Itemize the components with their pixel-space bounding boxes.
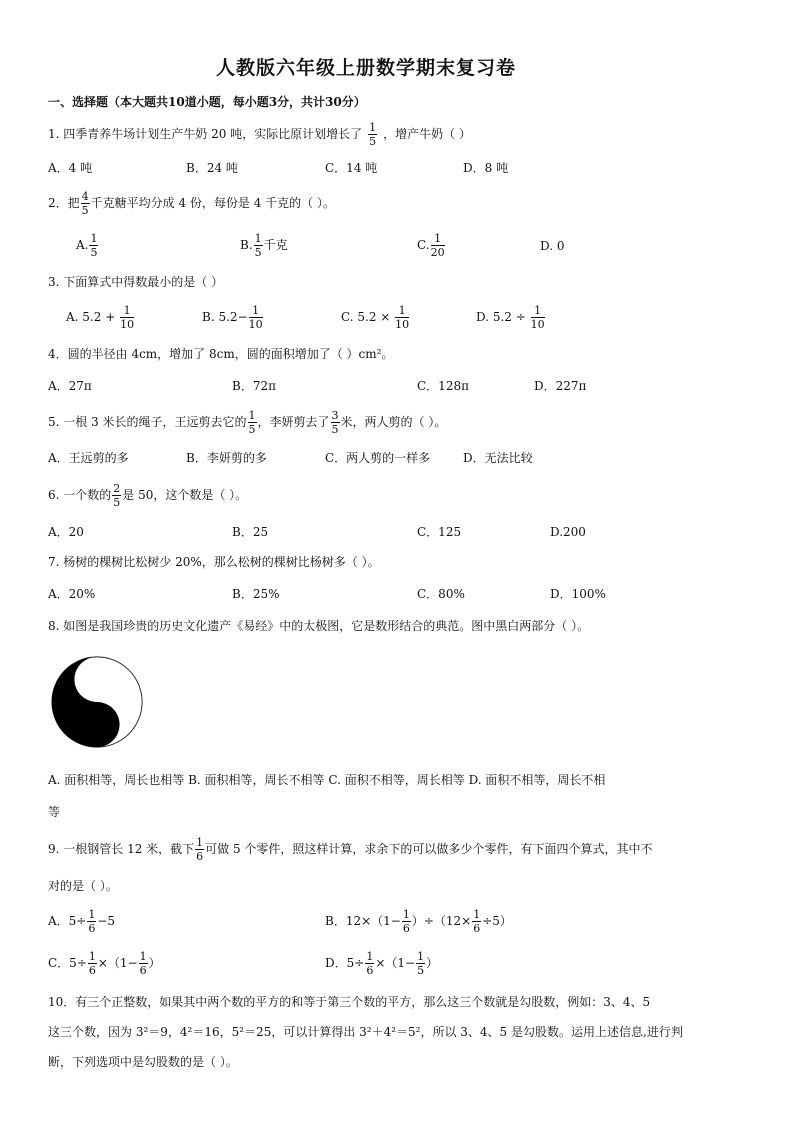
q9-option-d[interactable]: D．5÷ $\frac{1}{6}$ ×（1− $\frac{1}{5}$ ） [325, 950, 439, 977]
question-8: 8. 如图是我国珍贵的历史文化遗产《易经》中的太极图，它是数形结合的典范。图中黑白两部分（ ）。 [48, 619, 590, 633]
question-9: 9. 一根钢管长 12 米，截下 $\frac{1}{6}$ 可做 5 个零件，照这样计算，求余下的可以做多少个零件，有下面四个算式，其中不 [48, 836, 653, 863]
question-5: 5. 一根 3 米长的绳子，王远剪去它的 $\frac{1}{5}$ ，李妍剪去了 $\frac{3}{5}$ 米，两人剪的（ ）。 [48, 409, 447, 436]
q9-option-c[interactable]: C．5÷ $\frac{1}{6}$ ×（1− $\frac{1}{6}$ ） [48, 950, 161, 977]
question-10-line3: 断，下列选项中是勾股数的是（ ）。 [48, 1055, 238, 1069]
q7-option-c[interactable]: C．80% [417, 587, 465, 601]
q3-option-d[interactable]: D. 5.2 ÷ $\frac{1}{10}$ [476, 304, 545, 331]
q9-option-b[interactable]: B．12×（1− $\frac{1}{6}$ ）÷（12× $\frac{1}{6}$ ÷5） [325, 908, 512, 935]
q9-option-a[interactable]: A．5÷ $\frac{1}{6}$ −5 [48, 908, 116, 935]
question-3: 3. 下面算式中得数最小的是（ ） [48, 275, 224, 289]
q5-option-c[interactable]: C．两人剪的一样多 [325, 451, 431, 465]
q2-option-d[interactable]: D. 0 [540, 239, 565, 253]
q7-option-b[interactable]: B．25% [232, 587, 280, 601]
q5-option-a[interactable]: A．王远剪的多 [48, 451, 129, 465]
q4-option-c[interactable]: C．128π [417, 379, 469, 393]
question-10: 10．有三个正整数，如果其中两个数的平方的和等于第三个数的平方，那么这三个数就是勾股数，例如：3、4、5 [48, 995, 651, 1009]
q7-option-d[interactable]: D．100% [550, 587, 606, 601]
q5-option-b[interactable]: B．李妍剪的多 [186, 451, 267, 465]
q6-option-c[interactable]: C．125 [417, 525, 462, 539]
q7-option-a[interactable]: A．20% [48, 587, 96, 601]
q2-option-a[interactable]: A. $\frac{1}{5}$ [76, 232, 98, 259]
q8-options-continued: 等 [48, 805, 61, 819]
q6-option-b[interactable]: B．25 [232, 525, 269, 539]
question-10-line2: 这三个数，因为 3²＝9，4²＝16，5²＝25，可以计算得出 3²＋4²＝5²，所以 3、4、5 是勾股数。运用上述信息,进行判 [48, 1025, 683, 1039]
question-1: 1. 四季青养牛场计划生产牛奶 20 吨，实际比原计划增长了 $\frac{1}{5}$ ，增产牛奶（ ） [48, 121, 471, 148]
question-7: 7. 杨树的棵树比松树少 20%，那么松树的棵树比杨树多（ ）。 [48, 555, 380, 569]
q1-option-a[interactable]: A．4 吨 [48, 161, 93, 175]
taiji-diagram [50, 655, 144, 749]
q4-option-b[interactable]: B．72π [232, 379, 276, 393]
q4-option-a[interactable]: A．27π [48, 379, 92, 393]
q2-option-b[interactable]: B. $\frac{1}{5}$ 千克 [240, 232, 288, 259]
q6-option-a[interactable]: A．20 [48, 525, 84, 539]
q8-options[interactable]: A. 面积相等，周长也相等 B. 面积相等，周长不相等 C. 面积不相等，周长相等 D. 面积不相等，周长不相 [48, 773, 606, 787]
question-9-line2: 对的是（ ）。 [48, 879, 118, 893]
q1-option-d[interactable]: D．8 吨 [463, 161, 509, 175]
section-heading: 一、选择题（本大题共10道小题，每小题3分，共计30分） [48, 95, 366, 109]
q4-option-d[interactable]: D．227π [534, 379, 587, 393]
q2-option-c[interactable]: C. $\frac{1}{20}$ [417, 232, 445, 259]
q5-option-d[interactable]: D．无法比较 [463, 451, 533, 465]
q6-option-d[interactable]: D.200 [550, 525, 586, 539]
page-title: 人教版六年级上册数学期末复习卷 [216, 57, 517, 79]
q1-option-c[interactable]: C．14 吨 [325, 161, 378, 175]
q1-option-b[interactable]: B．24 吨 [186, 161, 238, 175]
question-2: 2．把 $\frac{4}{5}$ 千克糖平均分成 4 份，每份是 4 千克的（ ）。 [48, 190, 335, 217]
question-6: 6. 一个数的 $\frac{2}{5}$ 是 50，这个数是（ ）。 [48, 482, 248, 509]
q3-option-c[interactable]: C. 5.2 × $\frac{1}{10}$ [341, 304, 410, 331]
question-4: 4．圆的半径由 4cm，增加了 8cm，圆的面积增加了（ ）cm²。 [48, 347, 394, 361]
q3-option-a[interactable]: A. 5.2 + $\frac{1}{10}$ [66, 304, 135, 331]
q3-option-b[interactable]: B. 5.2− $\frac{1}{10}$ [202, 304, 263, 331]
